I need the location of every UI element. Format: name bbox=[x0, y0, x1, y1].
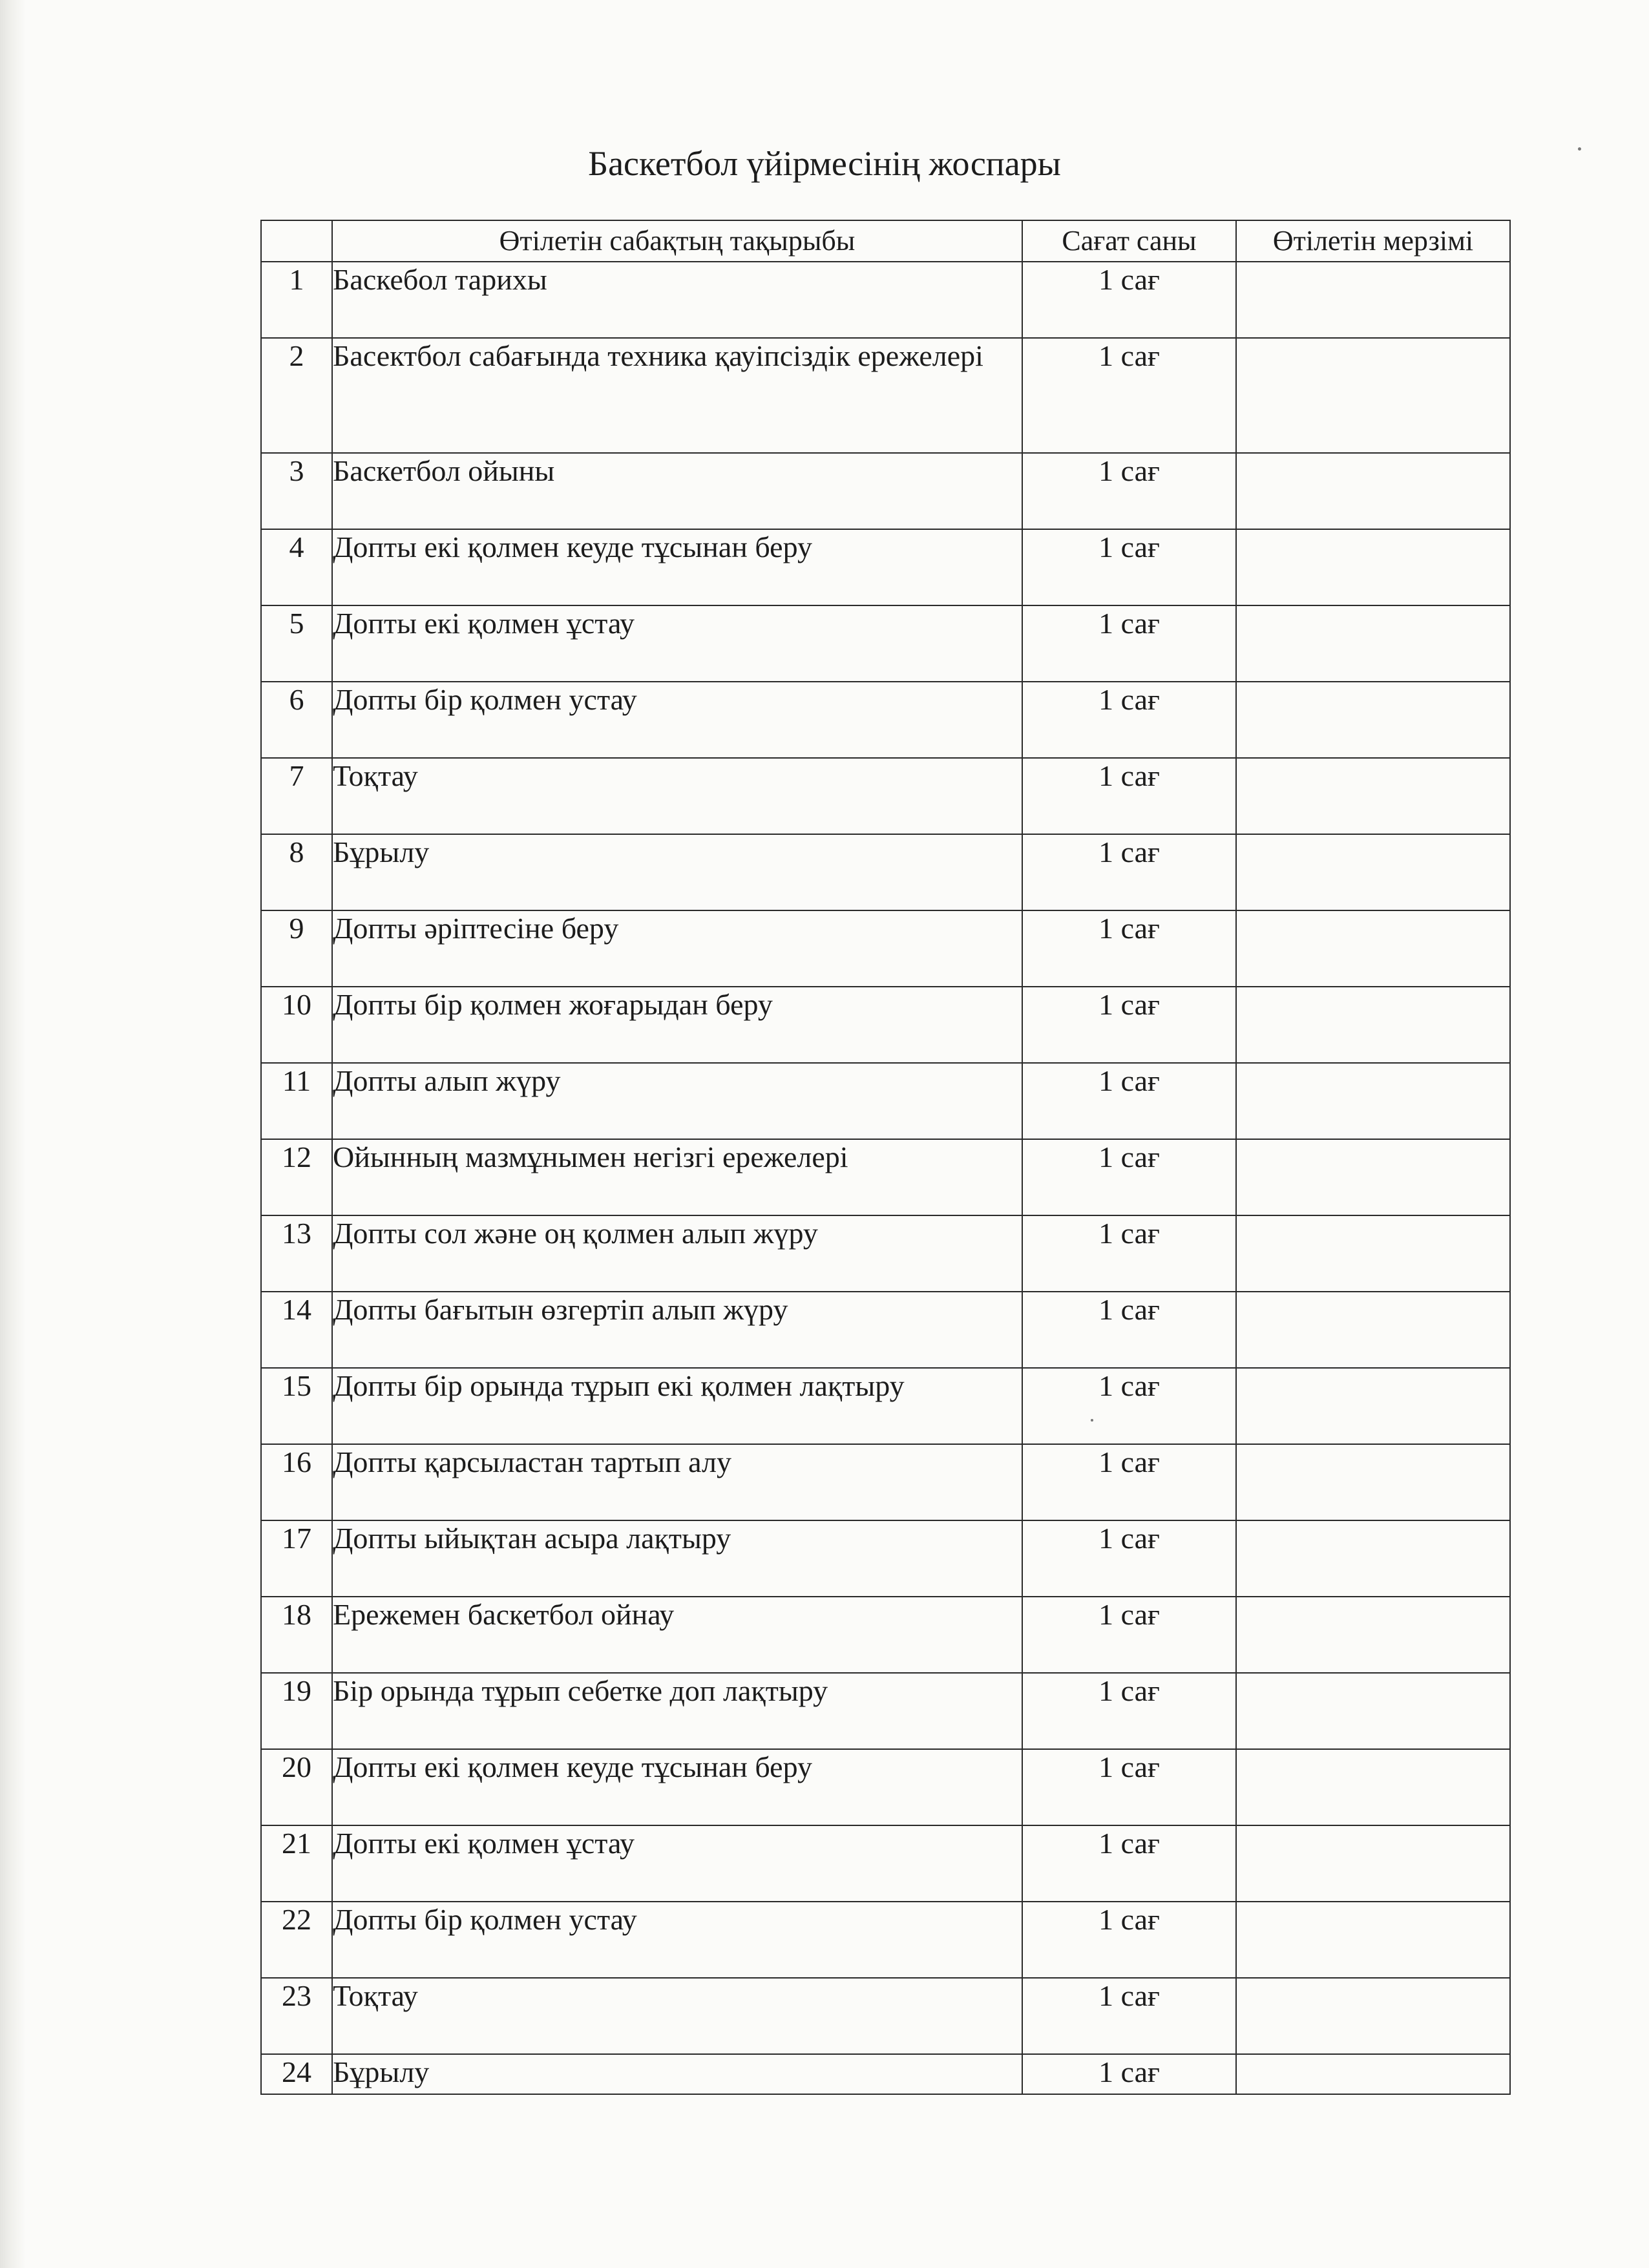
table-row bbox=[261, 1825, 1510, 1902]
row-hours: 1 сағ bbox=[1022, 1063, 1236, 1139]
row-number: 12 bbox=[261, 1139, 332, 1215]
row-hours: 1 сағ bbox=[1022, 1215, 1236, 1292]
row-topic: Бұрылу bbox=[332, 834, 1022, 910]
row-date bbox=[1236, 1139, 1510, 1215]
row-number: 21 bbox=[261, 1825, 332, 1902]
row-number: 1 bbox=[261, 262, 332, 338]
row-number: 20 bbox=[261, 1749, 332, 1825]
table-row bbox=[261, 1292, 1510, 1368]
row-hours: 1 сағ bbox=[1022, 1368, 1236, 1444]
table-row bbox=[261, 1902, 1510, 1978]
row-date bbox=[1236, 1444, 1510, 1520]
scan-shadow-edge bbox=[0, 0, 26, 2268]
table-row bbox=[261, 1673, 1510, 1749]
row-topic: Допты алып жүру bbox=[332, 1063, 1022, 1139]
row-topic: Тоқтау bbox=[332, 758, 1022, 834]
row-number: 16 bbox=[261, 1444, 332, 1520]
row-number: 5 bbox=[261, 605, 332, 682]
row-hours: 1 сағ bbox=[1022, 1292, 1236, 1368]
row-topic: Допты екі қолмен ұстау bbox=[332, 1825, 1022, 1902]
row-number: 9 bbox=[261, 910, 332, 987]
table-row bbox=[261, 1444, 1510, 1520]
row-hours: 1 сағ bbox=[1022, 1825, 1236, 1902]
row-date bbox=[1236, 1063, 1510, 1139]
table-row bbox=[261, 1139, 1510, 1215]
row-hours: 1 сағ bbox=[1022, 834, 1236, 910]
table-header-row bbox=[261, 220, 1510, 262]
row-hours: 1 сағ bbox=[1022, 1749, 1236, 1825]
row-date bbox=[1236, 1368, 1510, 1444]
row-topic: Допты екі қолмен кеуде тұсынан беру bbox=[332, 529, 1022, 605]
row-topic: Ойынның мазмұнымен негізгі ережелері bbox=[332, 1139, 1022, 1215]
table-row bbox=[261, 2054, 1510, 2094]
row-topic: Допты ыйықтан асыра лақтыру bbox=[332, 1520, 1022, 1597]
table-row bbox=[261, 1063, 1510, 1139]
row-topic: Допты бір қолмен устау bbox=[332, 682, 1022, 758]
row-date bbox=[1236, 1292, 1510, 1368]
row-date bbox=[1236, 834, 1510, 910]
row-hours: 1 сағ bbox=[1022, 682, 1236, 758]
row-hours: 1 сағ bbox=[1022, 1902, 1236, 1978]
row-date bbox=[1236, 2054, 1510, 2094]
row-hours: 1 сағ bbox=[1022, 2054, 1236, 2094]
row-date bbox=[1236, 453, 1510, 529]
row-topic: Допты екі қолмен ұстау bbox=[332, 605, 1022, 682]
row-topic: Допты бағытын өзгертіп алып жүру bbox=[332, 1292, 1022, 1368]
row-date bbox=[1236, 1520, 1510, 1597]
row-hours: 1 сағ bbox=[1022, 262, 1236, 338]
row-number: 2 bbox=[261, 338, 332, 453]
table-row bbox=[261, 338, 1510, 453]
table-row bbox=[261, 1749, 1510, 1825]
row-number: 6 bbox=[261, 682, 332, 758]
row-date bbox=[1236, 910, 1510, 987]
row-date bbox=[1236, 605, 1510, 682]
row-date bbox=[1236, 1673, 1510, 1749]
table-row bbox=[261, 605, 1510, 682]
row-hours: 1 сағ bbox=[1022, 1444, 1236, 1520]
row-topic: Допты бір қолмен жоғарыдан беру bbox=[332, 987, 1022, 1063]
row-topic: Тоқтау bbox=[332, 1978, 1022, 2054]
row-date bbox=[1236, 529, 1510, 605]
row-number: 3 bbox=[261, 453, 332, 529]
table-body bbox=[261, 262, 1510, 2094]
table-row bbox=[261, 1597, 1510, 1673]
header-topic: Өтілетін сабақтың тақырыбы bbox=[332, 220, 1022, 262]
lesson-plan-table bbox=[260, 220, 1511, 2095]
row-topic: Допты екі қолмен кеуде тұсынан беру bbox=[332, 1749, 1022, 1825]
table-row bbox=[261, 453, 1510, 529]
row-date bbox=[1236, 338, 1510, 453]
row-date bbox=[1236, 1749, 1510, 1825]
row-topic: Бұрылу bbox=[332, 2054, 1022, 2094]
page-title: Баскетбол үйірмесінің жоспары bbox=[588, 144, 1061, 183]
row-hours: 1 сағ bbox=[1022, 529, 1236, 605]
row-hours: 1 сағ bbox=[1022, 758, 1236, 834]
row-date bbox=[1236, 1825, 1510, 1902]
row-number: 19 bbox=[261, 1673, 332, 1749]
row-date bbox=[1236, 1978, 1510, 2054]
row-topic: Допты қарсыластан тартып алу bbox=[332, 1444, 1022, 1520]
row-number: 11 bbox=[261, 1063, 332, 1139]
row-date bbox=[1236, 1215, 1510, 1292]
table-row bbox=[261, 529, 1510, 605]
table-row bbox=[261, 910, 1510, 987]
row-topic: Допты сол және оң қолмен алып жүру bbox=[332, 1215, 1022, 1292]
row-hours: 1 сағ bbox=[1022, 453, 1236, 529]
row-number: 8 bbox=[261, 834, 332, 910]
row-topic: Ережемен баскетбол ойнау bbox=[332, 1597, 1022, 1673]
row-topic: Баскетбол ойыны bbox=[332, 453, 1022, 529]
header-number bbox=[261, 220, 332, 262]
row-number: 7 bbox=[261, 758, 332, 834]
row-hours: 1 сағ bbox=[1022, 1673, 1236, 1749]
table-row bbox=[261, 834, 1510, 910]
row-date bbox=[1236, 1902, 1510, 1978]
row-number: 14 bbox=[261, 1292, 332, 1368]
table-row bbox=[261, 1368, 1510, 1444]
row-hours: 1 сағ bbox=[1022, 338, 1236, 453]
row-date bbox=[1236, 682, 1510, 758]
row-topic: Допты бір қолмен устау bbox=[332, 1902, 1022, 1978]
row-number: 10 bbox=[261, 987, 332, 1063]
row-date bbox=[1236, 758, 1510, 834]
row-hours: 1 сағ bbox=[1022, 1139, 1236, 1215]
table-row bbox=[261, 758, 1510, 834]
row-hours: 1 сағ bbox=[1022, 1597, 1236, 1673]
row-number: 4 bbox=[261, 529, 332, 605]
row-hours: 1 сағ bbox=[1022, 910, 1236, 987]
header-date: Өтілетін мерзімі bbox=[1236, 220, 1510, 262]
row-date bbox=[1236, 262, 1510, 338]
table-row bbox=[261, 987, 1510, 1063]
row-topic: Басектбол сабағында техника қауіпсіздік ережелері bbox=[332, 338, 1022, 453]
table-row bbox=[261, 1978, 1510, 2054]
table-row bbox=[261, 1215, 1510, 1292]
header-hours: Сағат саны bbox=[1022, 220, 1236, 262]
row-number: 22 bbox=[261, 1902, 332, 1978]
row-number: 15 bbox=[261, 1368, 332, 1444]
row-number: 24 bbox=[261, 2054, 332, 2094]
row-hours: 1 сағ bbox=[1022, 987, 1236, 1063]
row-topic: Допты әріптесіне беру bbox=[332, 910, 1022, 987]
row-topic: Допты бір орында тұрып екі қолмен лақтыру bbox=[332, 1368, 1022, 1444]
row-hours: 1 сағ bbox=[1022, 605, 1236, 682]
row-number: 17 bbox=[261, 1520, 332, 1597]
table-row bbox=[261, 262, 1510, 338]
row-number: 23 bbox=[261, 1978, 332, 2054]
row-date bbox=[1236, 1597, 1510, 1673]
row-topic: Баскебол тарихы bbox=[332, 262, 1022, 338]
row-number: 13 bbox=[261, 1215, 332, 1292]
row-number: 18 bbox=[261, 1597, 332, 1673]
row-topic: Бір орында тұрып себетке доп лақтыру bbox=[332, 1673, 1022, 1749]
table-row bbox=[261, 682, 1510, 758]
row-date bbox=[1236, 987, 1510, 1063]
row-hours: 1 сағ bbox=[1022, 1520, 1236, 1597]
row-hours: 1 сағ bbox=[1022, 1978, 1236, 2054]
table-row bbox=[261, 1520, 1510, 1597]
